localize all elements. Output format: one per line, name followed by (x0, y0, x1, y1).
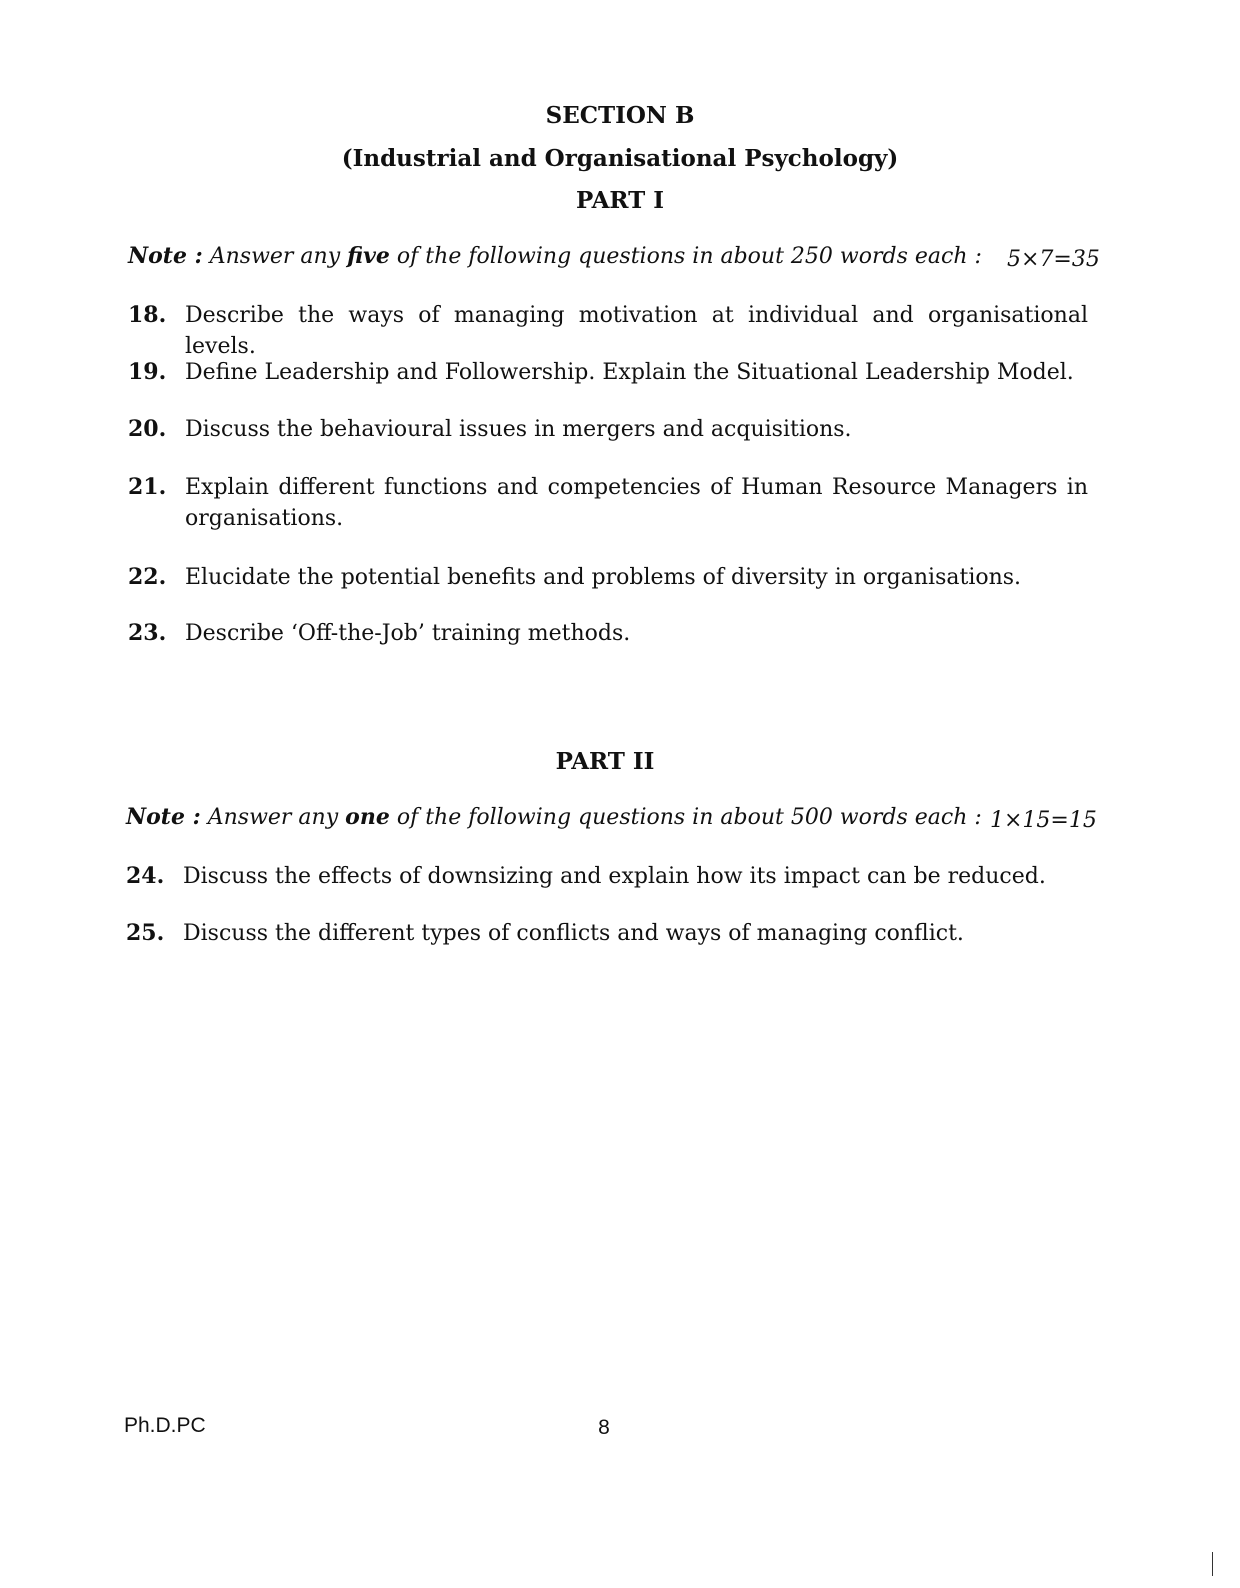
part2-note-before: Answer any (200, 805, 346, 830)
part2-note (126, 804, 982, 830)
question-number: 22. (128, 564, 167, 590)
page-number: 8 (598, 1416, 610, 1439)
part2-title: PART II (555, 748, 655, 775)
question-text: Discuss the different types of conflicts and ways of managing conflict. (183, 921, 964, 946)
part2-marks: 1×15=15 (990, 808, 1097, 833)
question-21 (128, 472, 1088, 534)
paper-code: Ph.D.PC (124, 1414, 206, 1437)
question-number: 25. (126, 920, 165, 946)
question-text: Discuss the effects of downsizing and explain how its impact can be reduced. (183, 864, 1046, 889)
question-number: 20. (128, 416, 167, 442)
question-number: 19. (128, 359, 167, 385)
question-number: 24. (126, 863, 165, 889)
question-20 (128, 414, 1088, 445)
part1-note-label: Note : (128, 243, 203, 269)
question-text: Describe ‘Off-the-Job’ training methods. (185, 621, 631, 646)
question-25 (126, 918, 1086, 949)
question-22 (128, 562, 1088, 593)
part1-title: PART I (575, 187, 665, 214)
section-title: SECTION B (545, 102, 695, 129)
question-number: 21. (128, 474, 167, 500)
question-number: 18. (128, 302, 167, 328)
question-19 (128, 357, 1088, 388)
question-23 (128, 618, 1088, 649)
question-text: Describe the ways of managing motivation at individual and organisational levels. (185, 303, 1088, 359)
question-number: 23. (128, 620, 167, 646)
part1-note-emph: five (347, 243, 390, 269)
part2-note-after: of the following questions in about 500 words each : (389, 805, 982, 830)
question-24 (126, 861, 1086, 892)
question-text: Elucidate the potential benefits and problems of diversity in organisations. (185, 565, 1022, 590)
part1-marks: 5×7=35 (1007, 247, 1100, 272)
part1-note-after: of the following questions in about 250 words each : (389, 244, 982, 269)
question-text: Define Leadership and Followership. Explain the Situational Leadership Model. (185, 360, 1074, 385)
part2-note-label: Note : (126, 804, 201, 830)
scan-edge-mark (1212, 1552, 1213, 1576)
question-18 (128, 300, 1088, 362)
part2-note-emph: one (345, 804, 390, 830)
section-subtitle: (Industrial and Organisational Psychology) (341, 145, 899, 172)
part1-note-before: Answer any (202, 244, 348, 269)
question-text: Discuss the behavioural issues in mergers and acquisitions. (185, 417, 852, 442)
question-text: Explain different functions and competencies of Human Resource Managers in organisations. (185, 475, 1088, 531)
part1-note (128, 243, 982, 269)
